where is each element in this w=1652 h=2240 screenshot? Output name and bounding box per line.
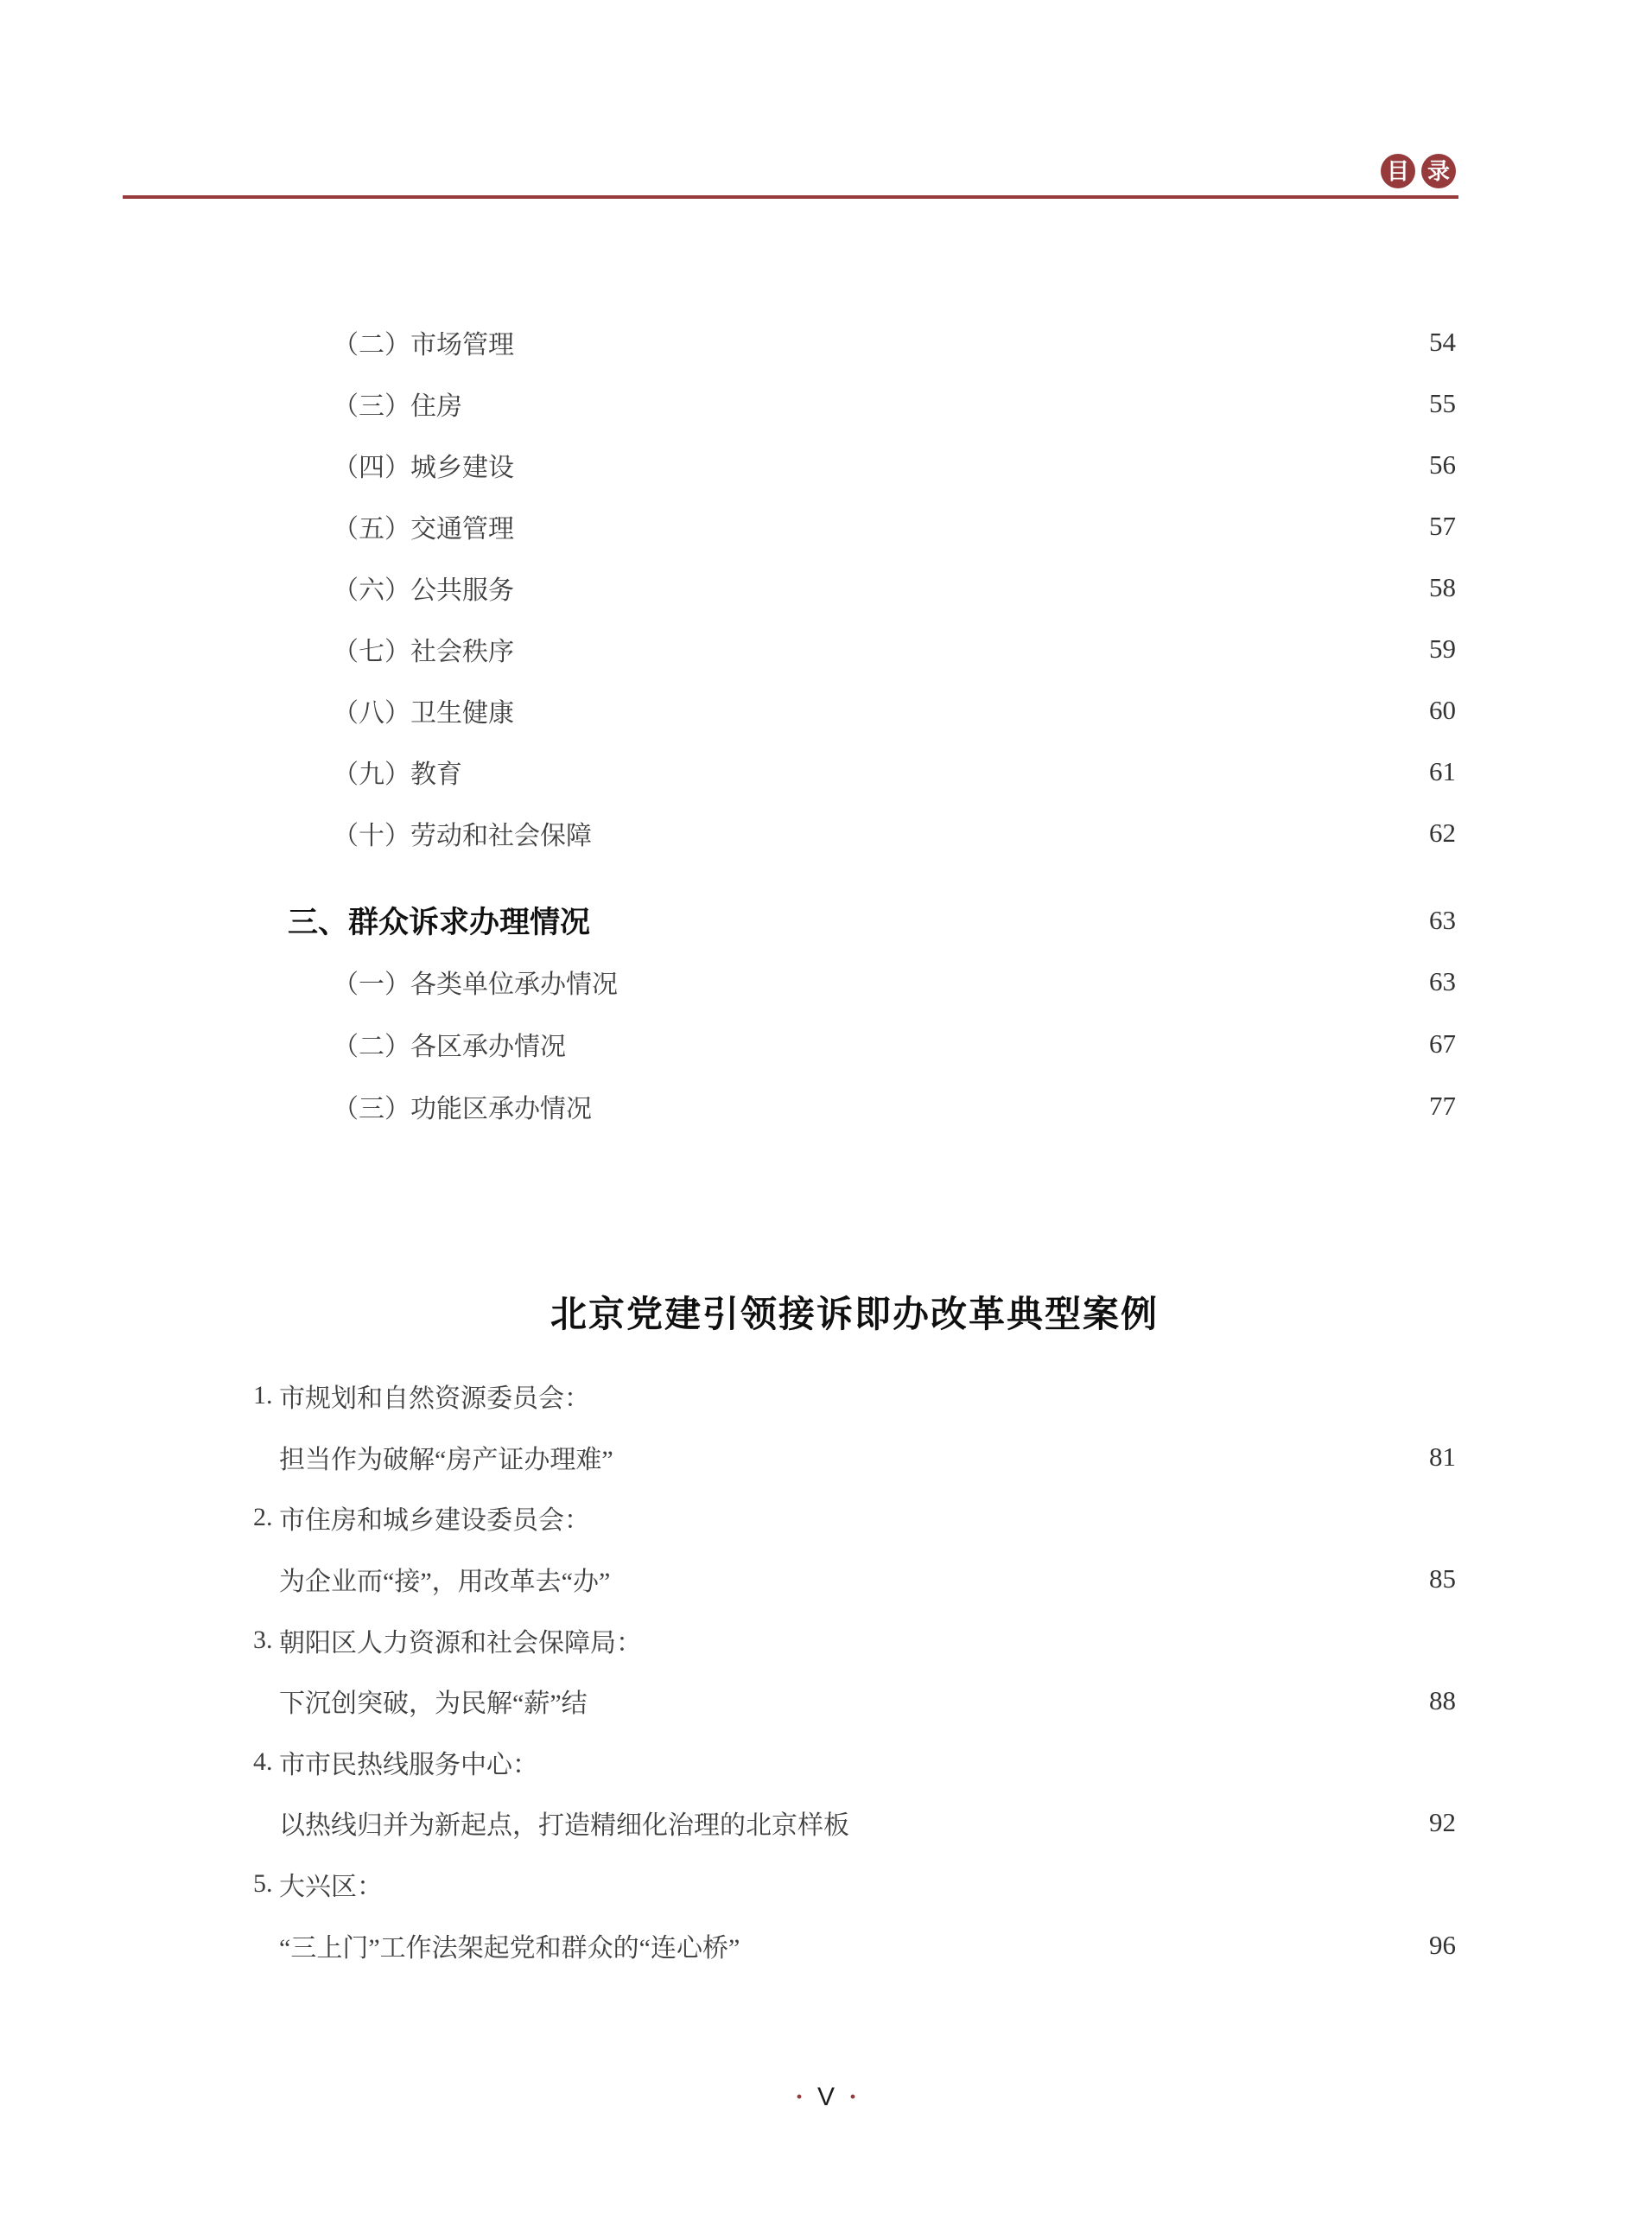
case-org: 市规划和自然资源委员会： bbox=[279, 1384, 590, 1414]
toc-page-number: 85 bbox=[1429, 1563, 1456, 1594]
case-entry-subtitle bbox=[253, 1427, 1456, 1488]
case-subtitle: 下沉创突破，为民解“薪”结 bbox=[279, 1690, 588, 1719]
toc-page-number: 56 bbox=[1429, 449, 1456, 480]
toc-entry bbox=[288, 557, 1456, 618]
toc-page-number: 54 bbox=[1429, 326, 1456, 357]
case-entry-subtitle bbox=[253, 1549, 1456, 1610]
toc-entry bbox=[288, 802, 1456, 863]
toc-entry bbox=[288, 372, 1456, 434]
toc-entry-label: （一）各类单位承办情况 bbox=[333, 970, 618, 999]
toc-entry bbox=[288, 495, 1456, 557]
footer-page-number: V bbox=[816, 2083, 835, 2111]
toc-entry-label: （二）市场管理 bbox=[333, 330, 514, 360]
toc-page-number: 63 bbox=[1429, 904, 1456, 935]
header-rule bbox=[123, 195, 1458, 199]
case-org: 市住房和城乡建设委员会： bbox=[279, 1506, 590, 1536]
toc-entry-label: （二）各区承办情况 bbox=[333, 1033, 566, 1061]
footer-left-dot: · bbox=[794, 2083, 804, 2111]
toc-entry-label: （八）卫生健康 bbox=[333, 698, 514, 728]
case-org: 市市民热线服务中心： bbox=[279, 1750, 538, 1779]
case-subtitle: 以热线归并为新起点，打造精细化治理的北京样板 bbox=[279, 1811, 849, 1841]
case-entry bbox=[253, 1609, 1456, 1670]
toc-page-number: 88 bbox=[1429, 1685, 1456, 1716]
toc-page-number: 63 bbox=[1429, 966, 1456, 996]
case-entry-subtitle bbox=[253, 1670, 1456, 1732]
toc-entry bbox=[288, 741, 1456, 802]
toc-page-number: 62 bbox=[1429, 817, 1456, 848]
case-number: 5. bbox=[253, 1869, 273, 1899]
case-org: 朝阳区人力资源和社会保障局： bbox=[279, 1628, 642, 1658]
case-subtitle: 为企业而“接”，用改革去“办” bbox=[279, 1568, 611, 1597]
toc-page-number: 96 bbox=[1429, 1929, 1456, 1960]
case-list bbox=[253, 1365, 1456, 1976]
case-entry bbox=[253, 1487, 1456, 1549]
toc-entry-label: （六）公共服务 bbox=[333, 576, 514, 605]
toc-entry bbox=[288, 951, 1456, 1013]
toc-entry bbox=[288, 434, 1456, 495]
toc-section-label: 三、群众诉求办理情况 bbox=[288, 905, 591, 939]
catalog-badge-icon: 目 bbox=[1381, 154, 1415, 188]
case-number: 3. bbox=[253, 1625, 273, 1654]
case-org: 大兴区： bbox=[279, 1873, 383, 1902]
toc-page-number: 61 bbox=[1429, 755, 1456, 786]
toc-entry-label: （九）教育 bbox=[333, 760, 462, 789]
toc-entry bbox=[288, 679, 1456, 741]
header-badges bbox=[1381, 154, 1456, 188]
case-entry bbox=[253, 1365, 1456, 1427]
toc-page-number: 59 bbox=[1429, 633, 1456, 664]
case-entry-subtitle bbox=[253, 1792, 1456, 1854]
toc-page-number: 60 bbox=[1429, 694, 1456, 725]
footer-right-dot: · bbox=[848, 2083, 858, 2111]
case-number: 2. bbox=[253, 1503, 273, 1532]
toc-page-number: 81 bbox=[1429, 1441, 1456, 1472]
toc-page-number: 55 bbox=[1429, 387, 1456, 418]
part-title: 北京党建引领接诉即办改革典型案例 bbox=[550, 1294, 1159, 1334]
case-entry-subtitle bbox=[253, 1914, 1456, 1976]
toc-entry bbox=[288, 618, 1456, 679]
case-number: 4. bbox=[253, 1747, 273, 1776]
toc-entry bbox=[288, 1013, 1456, 1075]
case-subtitle: 担当作为破解“房产证办理难” bbox=[279, 1445, 613, 1474]
toc-entry-label: （五）交通管理 bbox=[333, 514, 514, 544]
toc-section-heading bbox=[288, 889, 1456, 951]
case-number: 1. bbox=[253, 1381, 273, 1410]
toc-entry-label: （十）劳动和社会保障 bbox=[333, 821, 592, 850]
case-entry bbox=[253, 1854, 1456, 1915]
toc-list bbox=[288, 311, 1456, 1137]
toc-page-number: 92 bbox=[1429, 1807, 1456, 1838]
catalog-badge-icon: 录 bbox=[1421, 154, 1456, 188]
toc-entry bbox=[288, 1075, 1456, 1137]
case-subtitle: “三上门”工作法架起党和群众的“连心桥” bbox=[279, 1933, 740, 1963]
toc-page-number: 58 bbox=[1429, 571, 1456, 602]
footer-page-indicator bbox=[0, 2084, 1652, 2110]
toc-entry-label: （四）城乡建设 bbox=[333, 453, 514, 482]
toc-entry bbox=[288, 311, 1456, 372]
toc-entry-label: （七）社会秩序 bbox=[333, 637, 514, 666]
toc-page-number: 67 bbox=[1429, 1028, 1456, 1059]
toc-entry-label: （三）功能区承办情况 bbox=[333, 1095, 592, 1123]
toc-page-number: 57 bbox=[1429, 510, 1456, 541]
case-entry bbox=[253, 1732, 1456, 1793]
toc-entry-label: （三）住房 bbox=[333, 391, 462, 421]
toc-page-number: 77 bbox=[1429, 1091, 1456, 1121]
